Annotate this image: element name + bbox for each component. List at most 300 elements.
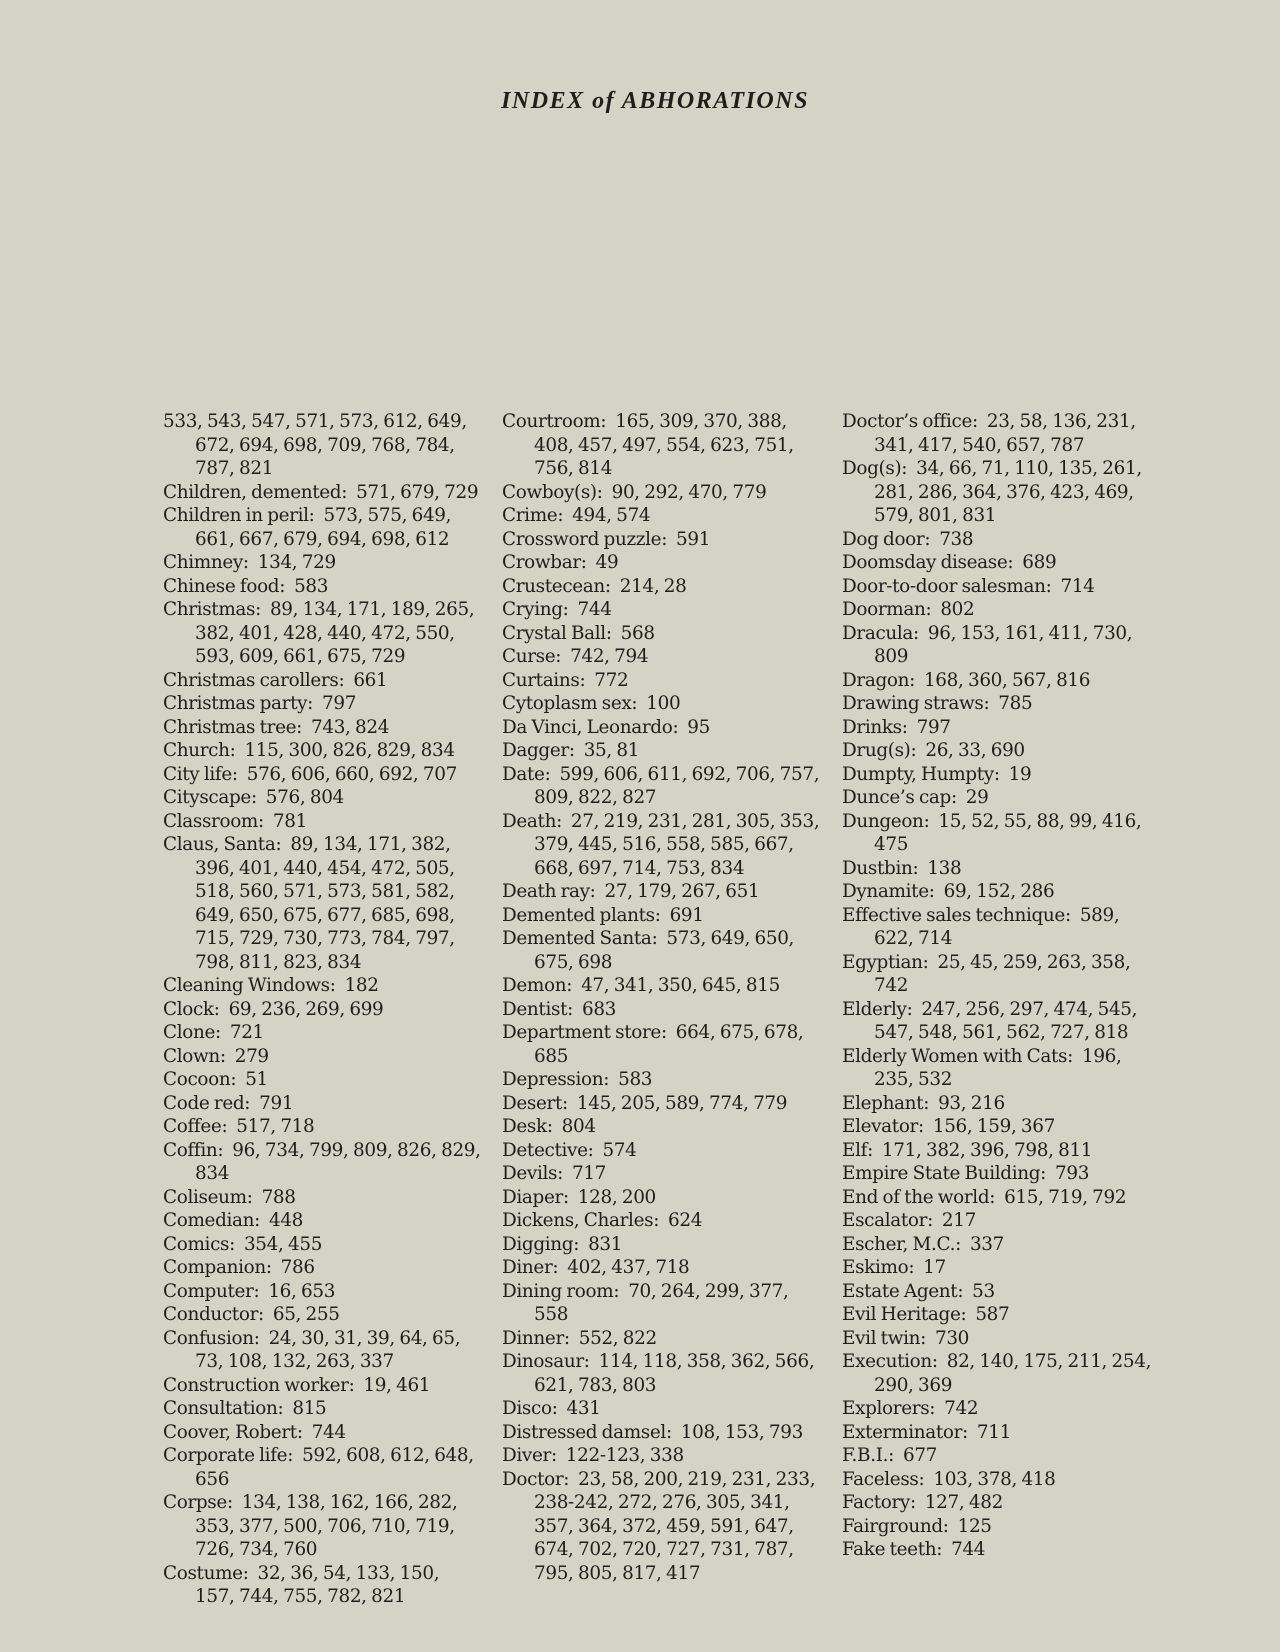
index-term: Diver : [502,1445,566,1466]
index-term: Crystal Ball : [502,623,621,644]
index-term: Cleaning Windows : [163,975,345,996]
index-term: Fairground : [842,1516,958,1537]
index-term: Curse : [502,646,570,667]
index-term: Fake teeth : [842,1539,951,1560]
index-entry [502,504,820,528]
index-term: Doomsday disease : [842,552,1022,573]
index-pages: 70, 264, 299, 377, 558 [534,1280,789,1325]
index-entry [163,739,481,763]
index-entry [163,1256,481,1280]
index-entry [502,763,820,810]
index-pages: 661 [353,669,388,691]
index-pages: 337 [969,1233,1004,1255]
index-term: Elephant : [842,1093,938,1114]
index-entry [842,1045,1160,1092]
index-pages: 571, 679, 729 [356,481,479,503]
index-pages: 797 [322,693,357,714]
index-pages: 615, 719, 792 [1004,1186,1127,1208]
index-term: Dunce’s cap : [842,787,966,808]
index-pages: 583 [618,1069,653,1090]
index-entry [163,1374,481,1398]
index-pages: 65, 255 [272,1304,340,1325]
index-pages: 182 [344,975,379,996]
index-entry [163,410,481,481]
index-entry [842,904,1160,951]
index-pages: 196, 235, 532 [874,1045,1122,1090]
index-entry [842,1491,1160,1515]
index-term: Devils : [502,1163,572,1184]
index-entry [502,528,820,552]
index-term: Diaper : [502,1187,578,1208]
index-entry [163,1327,481,1374]
index-term: Coffee : [163,1116,236,1137]
index-pages: 19, 461 [363,1374,431,1396]
index-entry [163,551,481,575]
index-term: Estate Agent : [842,1281,972,1302]
index-term: Dagger : [502,740,584,761]
index-pages: 24, 30, 31, 39, 64, 65, 73, 108, 132, 263, 337 [195,1327,461,1372]
index-term: Elevator : [842,1116,933,1137]
index-term: Dragon : [842,670,924,691]
index-pages: 804 [561,1116,596,1137]
index-entry [842,1515,1160,1539]
index-entry [502,1186,820,1210]
index-term: Date : [502,764,559,785]
index-term: Comics : [163,1234,244,1255]
page-title [0,88,1280,115]
index-entry [842,1444,1160,1468]
index-term: Construction worker : [163,1375,363,1396]
index-entry [502,880,820,904]
index-term: Dracula : [842,623,928,644]
index-term: Evil Heritage : [842,1304,975,1325]
index-entry [163,1421,481,1445]
index-pages: 69, 236, 269, 699 [228,998,384,1020]
index-term: Dumpty, Humpty : [842,764,1009,785]
index-entry [842,857,1160,881]
index-entry [502,716,820,740]
index-pages: 23, 58, 136, 231, 341, 417, 540, 657, 787 [874,411,1136,456]
index-pages: 721 [229,1022,264,1043]
index-term: Drinks : [842,717,917,738]
index-term: Conductor : [163,1304,273,1325]
index-pages: 683 [581,998,617,1020]
index-term: Crime : [502,505,572,526]
index-entry [842,716,1160,740]
index-pages: 96, 153, 161, 411, 730, 809 [874,622,1133,667]
index-term: Faceless : [842,1469,933,1490]
index-term: Cytoplasm sex : [502,693,646,714]
index-term: Costume : [163,1563,258,1584]
index-term: Department store : [502,1022,676,1043]
index-pages: 431 [566,1398,601,1419]
index-pages: 82, 140, 175, 211, 254, 290, 369 [874,1351,1152,1396]
index-entry [163,1397,481,1421]
index-pages: 165, 309, 370, 388, 408, 457, 497, 554, 623, 751, 756, 814 [534,411,794,479]
index-pages: 34, 66, 71, 110, 135, 261, 281, 286, 364, 376, 423, 469, 579, 801, 831 [874,458,1142,526]
index-term: Elf : [842,1140,882,1161]
index-pages: 53 [972,1280,995,1302]
index-term: Dentist : [502,999,582,1020]
index-entry [163,669,481,693]
index-entry [842,1327,1160,1351]
index-entry [842,1162,1160,1186]
index-term: City life : [163,764,247,785]
index-term: Crustecean : [502,576,620,597]
index-term: Clone : [163,1022,230,1043]
index-entry [502,1280,820,1327]
index-term: Doctor’s office : [842,411,987,432]
index-term: Drug(s) : [842,740,925,761]
index-entry [502,1139,820,1163]
index-entry [502,481,820,505]
index-pages: 576, 606, 660, 692, 707 [246,763,457,785]
index-pages: 592, 608, 612, 648, 656 [195,1445,474,1490]
index-pages: 589, 622, 714 [874,904,1120,949]
index-term: Eskimo : [842,1257,923,1278]
index-pages: 788 [261,1186,296,1208]
index-pages: 27, 179, 267, 651 [604,881,760,902]
index-pages: 738 [939,528,974,550]
index-entry [163,833,481,974]
index-pages: 587 [975,1304,1010,1325]
index-entry [163,1280,481,1304]
index-term: Depression : [502,1069,618,1090]
index-entry [502,1397,820,1421]
index-pages: 29 [965,787,989,808]
index-pages: 802 [940,599,975,620]
index-pages: 599, 606, 611, 692, 706, 757, 809, 822, 827 [534,763,820,808]
index-term: Elderly : [842,999,921,1020]
index-entry [163,1045,481,1069]
index-pages: 108, 153, 793 [680,1421,803,1443]
index-entry [842,880,1160,904]
index-entry [502,1021,820,1068]
index-term: Consultation : [163,1398,292,1419]
index-entry [502,1209,820,1233]
index-term: Cityscape : [163,787,266,808]
index-entry [842,528,1160,552]
index-pages: 19 [1008,763,1032,785]
index-term: Exterminator : [842,1422,977,1443]
index-entry [502,1233,820,1257]
index-entry [842,575,1160,599]
index-entry [163,1115,481,1139]
title-of: of [592,88,616,114]
index-term: Desert : [502,1093,577,1114]
index-entry [502,1068,820,1092]
index-entry [502,669,820,693]
index-pages: 127, 482 [924,1492,1003,1513]
index-pages: 115, 300, 826, 829, 834 [244,740,455,761]
index-pages: 214, 28 [619,575,687,597]
index-term: End of the world : [842,1187,1004,1208]
index-entry [163,1209,481,1233]
index-entry [502,927,820,974]
index-pages: 742, 794 [570,646,649,667]
index-term: Chinese food : [163,576,294,597]
index-term: Curtains : [502,670,594,691]
index-term: Dynamite : [842,881,944,902]
index-entry [842,669,1160,693]
index-entry [163,1562,481,1609]
index-term: Corpse : [163,1492,242,1513]
index-term: Escher, M.C. : [842,1234,970,1255]
index-entry [163,481,481,505]
index-term: Crowbar : [502,552,596,573]
index-pages: 69, 152, 286 [943,881,1055,902]
index-term: Comedian : [163,1210,269,1231]
index-pages: 744 [577,599,612,620]
index-entry [842,622,1160,669]
index-entry [502,645,820,669]
index-term: Crossword puzzle : [502,529,676,550]
index-term: Death : [502,811,571,832]
index-term: Children in peril : [163,505,324,526]
index-entry [842,786,1160,810]
index-entry [163,974,481,998]
index-pages: 100 [646,693,681,714]
index-pages: 217 [941,1210,976,1231]
index-pages: 47, 341, 350, 645, 815 [581,975,780,996]
index-term: Escalator : [842,1210,942,1231]
index-pages: 32, 36, 54, 133, 150, 157, 744, 755, 782, 821 [195,1562,440,1607]
index-pages: 786 [280,1257,315,1278]
index-term: Effective sales technique : [842,905,1080,926]
index-term: Computer : [163,1281,268,1302]
index-pages: 689 [1022,552,1057,573]
index-term: Explorers : [842,1398,944,1419]
index-term: F.B.I. : [842,1445,903,1466]
index-entry [163,1186,481,1210]
index-term: Doorman : [842,599,940,620]
index-entry [502,1444,820,1468]
index-entry [842,739,1160,763]
index-pages: 25, 45, 259, 263, 358, 742 [874,951,1131,996]
index-pages: 128, 200 [577,1186,656,1208]
index-entry [842,951,1160,998]
index-pages: 831 [588,1233,623,1255]
index-term: Dinner : [502,1328,579,1349]
index-entry [163,692,481,716]
index-entry [502,974,820,998]
index-pages: 90, 292, 470, 779 [611,481,767,503]
index-entry [842,1256,1160,1280]
index-pages: 591 [676,528,711,550]
index-pages: 95 [687,716,710,738]
index-term: Clock : [163,999,229,1020]
index-pages: 533, 543, 547, 571, 573, 612, 649, 672, 694, 698, 709, 768, 784, 787, 821 [163,411,467,479]
index-entry [842,1468,1160,1492]
index-pages: 568 [620,622,655,644]
index-pages: 552, 822 [578,1327,657,1349]
index-entry [842,1139,1160,1163]
index-term: Dog(s) : [842,458,916,479]
index-pages: 573, 649, 650, 675, 698 [534,928,795,973]
index-entry [163,575,481,599]
index-pages: 785 [998,693,1033,714]
index-entry [842,1092,1160,1116]
index-entry [842,410,1160,457]
index-term: Factory : [842,1492,925,1513]
index-term: Death ray : [502,881,605,902]
index-term: Dog door : [842,529,939,550]
index-pages: 402, 437, 718 [567,1257,690,1278]
index-pages: 122-123, 338 [565,1445,684,1466]
title-main: INDEX [501,88,593,114]
index-pages: 494, 574 [572,505,651,526]
index-term: Demented plants : [502,905,670,926]
index-term: Crying : [502,599,578,620]
index-term: Claus, Santa : [163,834,290,855]
index-term: Christmas : [163,599,270,620]
index-term: Chimney : [163,552,258,573]
index-term: Church : [163,740,244,761]
index-pages: 797 [916,716,951,738]
index-term: Door-to-door salesman : [842,576,1060,597]
index-term: Doctor : [502,1469,578,1490]
index-column-3 [842,410,1160,1562]
index-entry [163,1139,481,1186]
index-column-2 [502,410,820,1585]
index-pages: 27, 219, 231, 281, 305, 353, 379, 445, 516, 558, 585, 667, 668, 697, 714, 753, 834 [534,810,820,879]
index-pages: 677 [902,1445,938,1466]
index-entry [842,763,1160,787]
index-pages: 35, 81 [583,740,640,761]
index-pages: 114, 118, 358, 362, 566, 621, 783, 803 [534,1351,815,1396]
index-pages: 583 [294,575,329,597]
index-pages: 145, 205, 589, 774, 779 [576,1092,788,1114]
index-term: Children, demented : [163,482,356,503]
index-pages: 23, 58, 200, 219, 231, 233, 238-242, 272, 276, 305, 341, 357, 364, 372, 459, 591, 647, 674, 702, 720, 727, 731, 787, 795, 805, 817, 417 [534,1468,816,1584]
index-term: Cocoon : [163,1069,245,1090]
index-entry [502,575,820,599]
index-entry [502,1350,820,1397]
index-pages: 791 [259,1092,294,1114]
index-pages: 247, 256, 297, 474, 545, 547, 548, 561, 562, 727, 818 [874,998,1138,1043]
index-term: Dining room : [502,1281,628,1302]
index-term: Dustbin : [842,858,927,879]
index-pages: 89, 134, 171, 189, 265, 382, 401, 428, 440, 472, 550, 593, 609, 661, 675, 729 [195,599,475,667]
index-pages: 354, 455 [243,1233,323,1255]
index-entry [502,410,820,481]
index-term: Demon : [502,975,581,996]
index-entry [502,1421,820,1445]
index-pages: 15, 52, 55, 88, 99, 416, 475 [874,810,1142,855]
index-pages: 125 [957,1515,992,1537]
index-entry [502,551,820,575]
index-pages: 93, 216 [938,1092,1005,1114]
index-entry [163,598,481,669]
index-term: Distressed damsel : [502,1422,681,1443]
index-pages: 573, 575, 649, 661, 667, 679, 694, 698, 612 [195,505,452,550]
index-pages: 815 [292,1398,327,1419]
index-term: Empire State Building : [842,1163,1055,1184]
index-pages: 89, 134, 171, 382, 396, 401, 440, 454, 472, 505, 518, 560, 571, 573, 581, 582, 649, 650, 675, 677, 685, 698, 715, 729, 730, 773, 784, 797, 798, 811, 823, 834 [195,834,455,973]
index-pages: 134, 729 [257,552,336,573]
index-term: Coliseum : [163,1187,262,1208]
index-pages: 51 [245,1069,268,1090]
index-entry [163,1233,481,1257]
index-term: Da Vinci, Leonardo : [502,717,687,738]
index-term: Dickens, Charles : [502,1210,668,1231]
index-term: Coover, Robert : [163,1422,312,1443]
index-term: Evil twin : [842,1328,935,1349]
index-pages: 691 [669,904,704,926]
index-term: Execution : [842,1351,947,1372]
index-term: Egyptian : [842,952,937,973]
index-term: Demented Santa : [502,928,666,949]
index-entry [842,1209,1160,1233]
index-entry [842,598,1160,622]
index-term: Confusion : [163,1328,269,1349]
index-term: Companion : [163,1257,281,1278]
index-pages: 711 [976,1421,1011,1443]
index-entry [842,1233,1160,1257]
index-term: Christmas tree : [163,717,311,738]
index-pages: 96, 734, 799, 809, 826, 829, 834 [195,1139,481,1184]
index-pages: 793 [1055,1163,1090,1184]
index-pages: 742 [944,1398,979,1419]
index-pages: 730 [934,1327,970,1349]
index-pages: 448 [268,1210,304,1231]
index-entry [502,810,820,881]
index-term: Digging : [502,1234,588,1255]
index-entry [163,1021,481,1045]
index-entry [163,1068,481,1092]
index-entry [842,998,1160,1045]
index-pages: 134, 138, 162, 166, 282, 353, 377, 500, 706, 710, 719, 726, 734, 760 [195,1492,458,1560]
index-pages: 714 [1060,575,1095,597]
index-entry [502,998,820,1022]
index-pages: 49 [595,552,619,573]
index-pages: 574 [602,1139,637,1161]
index-term: Drawing straws : [842,693,998,714]
index-pages: 171, 382, 396, 798, 811 [881,1139,1093,1161]
index-pages: 772 [594,669,629,691]
index-entry [502,692,820,716]
index-term: Code red : [163,1093,259,1114]
index-entry [842,1115,1160,1139]
index-term: Christmas carollers : [163,670,353,691]
index-pages: 17 [923,1257,946,1278]
index-term: Elderly Women with Cats : [842,1046,1082,1067]
index-entry [163,786,481,810]
index-term: Clown : [163,1046,235,1067]
index-term: Disco : [502,1398,567,1419]
index-entry [502,1256,820,1280]
index-pages: 744 [951,1539,986,1560]
index-entry [163,716,481,740]
index-entry [842,1186,1160,1210]
index-pages: 744 [311,1421,346,1443]
index-term: Diner : [502,1257,567,1278]
index-entry [163,763,481,787]
index-term: Cowboy(s) : [502,482,612,503]
index-entry [842,457,1160,528]
index-pages: 717 [571,1163,607,1184]
index-pages: 168, 360, 567, 816 [923,669,1091,691]
index-term: Detective : [502,1140,602,1161]
index-column-1 [163,410,481,1609]
index-entry [502,1115,820,1139]
index-pages: 624 [668,1210,703,1231]
index-entry [163,1092,481,1116]
index-entry [842,1280,1160,1304]
index-entry [502,739,820,763]
index-entry [842,810,1160,857]
index-pages: 279 [234,1045,269,1067]
